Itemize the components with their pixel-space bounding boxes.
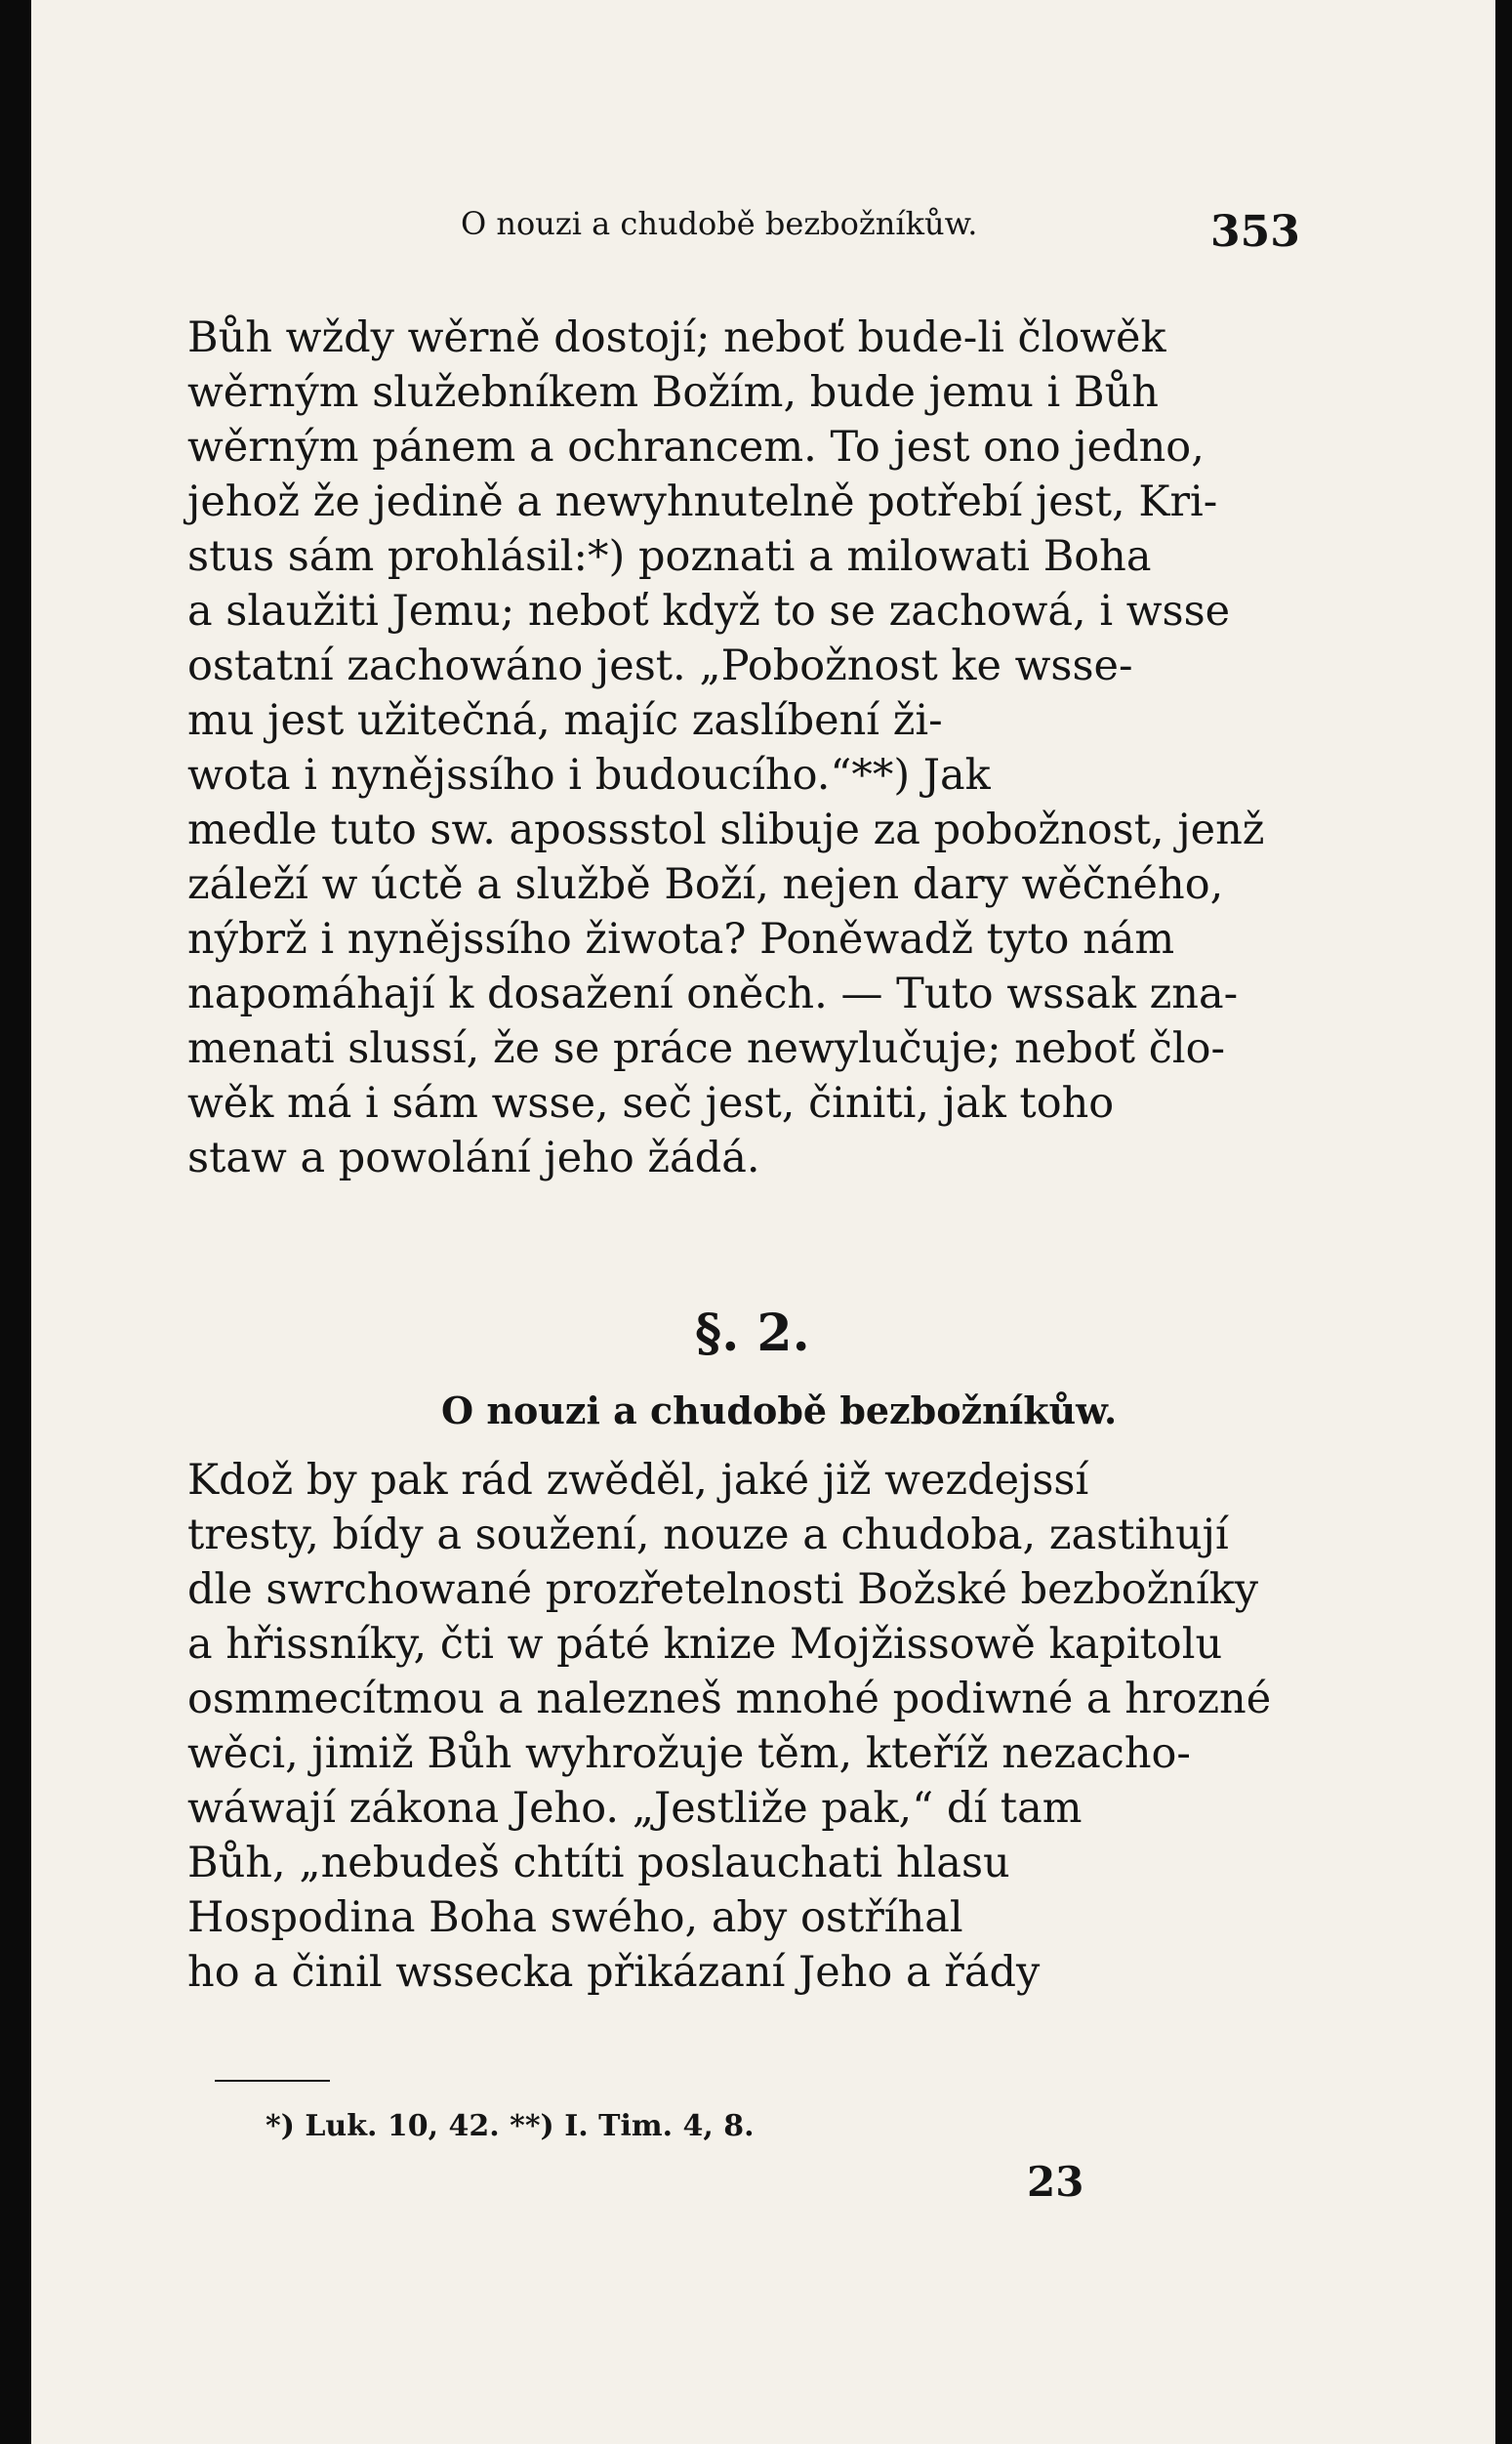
footnote-rule — [215, 2080, 330, 2082]
text-line: wáwají zákona Jeho. „Jestliže pak,“ dí tam — [187, 1784, 1083, 1833]
text-line: menati slussí, že se práce newylučuje; neboť člo- — [187, 1024, 1226, 1073]
text-line: osmmecítmou a nalezneš mnohé podiwné a hrozné — [187, 1675, 1272, 1723]
text-line: ostatní zachowáno jest. „Pobožnost ke wsse- — [187, 642, 1133, 690]
text-line: stus sám prohlásil:*) poznati a milowati Boha — [187, 532, 1152, 581]
text-line: wěk má i sám wsse, seč jest, činiti, jak toho — [187, 1079, 1115, 1128]
text-line: mu jest užitečná, majíc zaslíbení ži- — [187, 696, 943, 745]
text-line: wota i nynějssího i budoucího.“**) Jak — [187, 751, 991, 800]
running-head: O nouzi a chudobě bezbožníkůw. — [461, 205, 978, 242]
signature-mark: 23 — [1027, 2158, 1084, 2206]
text-line: jehož že jedině a newyhnutelně potřebí jest, Kri- — [187, 477, 1218, 526]
text-line: dle swrchowané prozřetelnosti Božské bezbožníky — [187, 1565, 1259, 1614]
text-line: napomáhají k dosažení oněch. — Tuto wssak zna- — [187, 970, 1239, 1018]
book-page — [31, 0, 1495, 2444]
footnote: *) Luk. 10, 42. **) I. Tim. 4, 8. — [266, 2109, 755, 2143]
text-line: Bůh, „nebudeš chtíti poslauchati hlasu — [187, 1839, 1010, 1887]
section-title: O nouzi a chudobě bezbožníkůw. — [441, 1388, 1118, 1432]
text-line: nýbrž i nynějssího žiwota? Poněwadž tyto nám — [187, 915, 1175, 964]
text-line: a slaužiti Jemu; neboť když to se zachowá, i wsse — [187, 587, 1231, 636]
text-line: tresty, bídy a soužení, nouze a chudoba, zastihují — [187, 1511, 1229, 1559]
text-line: medle tuto sw. apossstol slibuje za pobožnost, jenž — [187, 806, 1265, 854]
text-line: a hřissníky, čti w páté knize Mojžissowě kapitolu — [187, 1620, 1223, 1669]
text-line: ho a činil wssecka přikázaní Jeho a řády — [187, 1948, 1041, 1997]
section-number: §. 2. — [695, 1304, 810, 1363]
page-number: 353 — [1210, 207, 1300, 257]
text-line: wěrným služebníkem Božím, bude jemu i Bůh — [187, 368, 1159, 417]
text-line: Hospodina Boha swého, aby ostříhal — [187, 1893, 963, 1942]
text-line: záleží w úctě a službě Boží, nejen dary wěčného, — [187, 860, 1224, 909]
text-line: Kdož by pak rád zwěděl, jaké již wezdejssí — [187, 1456, 1089, 1505]
text-line: wěci, jimiž Bůh wyhrožuje těm, kteříž nezacho- — [187, 1729, 1191, 1778]
text-line: Bůh wždy wěrně dostojí; neboť bude-li člowěk — [187, 313, 1166, 362]
text-line: staw a powolání jeho žádá. — [187, 1134, 760, 1182]
text-line: wěrným pánem a ochrancem. To jest ono jedno, — [187, 423, 1205, 472]
